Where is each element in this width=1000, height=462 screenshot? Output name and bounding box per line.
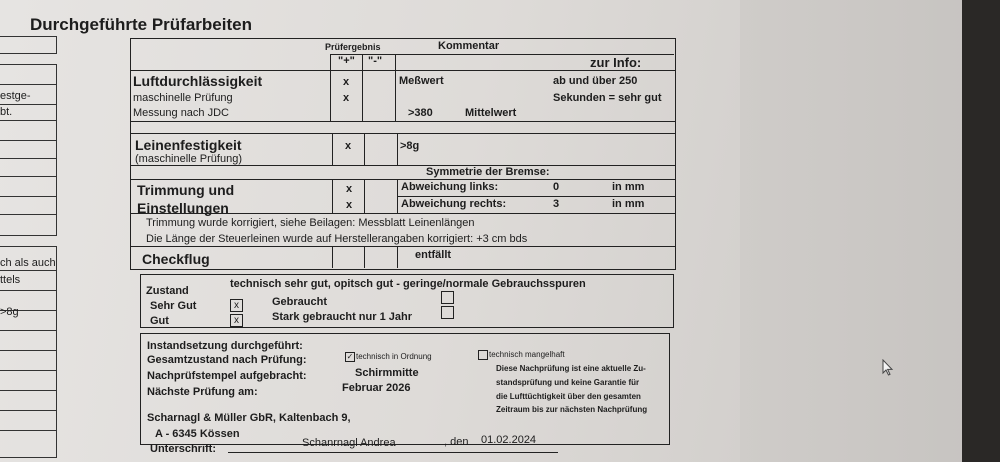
zustand-text: technisch sehr gut, opitsch gut - geringe/normale Gebrauchsspuren — [230, 278, 586, 290]
gut-label: Gut — [150, 315, 169, 327]
table-line — [130, 121, 676, 122]
abweichung-links-label: Abweichung links: — [401, 181, 499, 193]
left-fragment-text: estge- — [0, 90, 31, 102]
disclaimer-line: standsprüfung und keine Garantie für — [496, 378, 640, 387]
luft-value: >380 — [408, 107, 433, 119]
leinen-sub: (maschinelle Prüfung) — [135, 153, 242, 165]
leinen-title: Leinenfestigkeit — [135, 137, 242, 153]
table-line — [332, 179, 333, 213]
trimm-plus-mark: x — [346, 199, 353, 211]
signature-name: Schanrnagl Andrea — [302, 437, 396, 449]
zur-info-header: zur Info: — [590, 55, 642, 70]
stark-gebraucht-label: Stark gebraucht nur 1 Jahr — [272, 311, 412, 323]
gesamtzustand-label: Gesamtzustand nach Prüfung: — [147, 354, 307, 366]
table-line — [130, 133, 676, 134]
gebraucht-label: Gebraucht — [272, 296, 328, 308]
trimm-note2: Die Länge der Steuerleinen wurde auf Herstellerangaben korrigiert: +3 cm bds — [146, 233, 528, 245]
signature-date: 01.02.2024 — [481, 434, 537, 446]
table-line — [364, 179, 365, 213]
plus-header: "+" — [338, 55, 355, 67]
table-line — [397, 246, 398, 268]
left-form-line — [0, 140, 56, 141]
abweichung-rechts-unit: in mm — [612, 198, 645, 210]
left-fragment-text: ttels — [0, 274, 21, 286]
firma-ort: A - 6345 Kössen — [155, 428, 240, 440]
mangelhaft-label: technisch mangelhaft — [489, 350, 565, 359]
unterschrift-label: Unterschrift: — [150, 443, 217, 455]
zustand-label: Zustand — [146, 285, 189, 297]
table-line — [130, 165, 676, 166]
luft-line3: Messung nach JDC — [133, 107, 229, 119]
kommentar-header: Kommentar — [438, 40, 500, 52]
naechste-pruefung-label: Nächste Prüfung am: — [147, 386, 258, 398]
left-form-line — [0, 84, 56, 85]
minus-header: "-" — [368, 55, 383, 67]
pruefergebnis-header: Prüfergebnis — [325, 42, 381, 52]
date-separator: , den — [444, 436, 469, 448]
left-form-line — [0, 390, 56, 391]
luft-info2: Sekunden = sehr gut — [553, 92, 662, 104]
page-title: Durchgeführte Prüfarbeiten — [30, 15, 252, 34]
luft-line2: maschinelle Prüfung — [133, 92, 233, 104]
leinen-value: >8g — [400, 140, 420, 152]
table-line — [332, 246, 333, 268]
table-line — [397, 133, 398, 165]
left-fragment-text: ch als auch — [0, 257, 56, 269]
mouse-cursor-icon — [882, 359, 894, 377]
left-form-line — [0, 104, 56, 105]
sehr-gut-checkbox[interactable]: x — [230, 299, 243, 312]
table-line — [130, 213, 676, 214]
luft-mittelwert: Mittelwert — [465, 107, 517, 119]
firma-address: Scharnagl & Müller GbR, Kaltenbach 9, — [147, 412, 351, 424]
table-line — [330, 54, 331, 122]
left-form-line — [0, 370, 56, 371]
left-form-line — [0, 196, 56, 197]
stark-gebraucht-checkbox[interactable] — [441, 306, 454, 319]
disclaimer-line: Zeitraum bis zur nächsten Nachprüfung — [496, 405, 648, 414]
table-line — [364, 246, 365, 268]
nachpruefstempel-label: Nachprüfstempel aufgebracht: — [147, 370, 307, 382]
mangelhaft-checkbox[interactable] — [478, 350, 488, 360]
ok-checkbox[interactable]: ✓ — [346, 352, 354, 361]
trimm-title2: Einstellungen — [137, 200, 229, 216]
gebraucht-checkbox[interactable] — [441, 291, 454, 304]
stempel-value: Schirmmitte — [355, 367, 419, 379]
ok-label: technisch in Ordnung — [356, 352, 432, 361]
table-line — [130, 246, 676, 247]
table-line — [130, 70, 676, 71]
luft-title: Luftdurchlässigkeit — [133, 73, 263, 89]
luft-plus-mark: x — [343, 92, 350, 104]
left-form-line — [0, 290, 56, 291]
checkflug-value: entfällt — [415, 249, 452, 261]
sehr-gut-label: Sehr Gut — [150, 300, 197, 312]
abweichung-rechts-value: 3 — [553, 198, 560, 210]
left-fragment-text: >8g — [0, 306, 19, 318]
trimm-title1: Trimmung und — [137, 182, 235, 198]
left-form-line — [0, 176, 56, 177]
luft-plus-mark: x — [343, 76, 350, 88]
instandsetzung-label: Instandsetzung durchgeführt: — [147, 340, 303, 352]
naechste-pruefung-value: Februar 2026 — [342, 382, 411, 394]
left-form-line — [0, 350, 56, 351]
left-form-line — [0, 410, 56, 411]
table-line — [362, 54, 363, 122]
leinen-plus-mark: x — [345, 140, 352, 152]
background-area — [740, 0, 975, 462]
luft-info1: ab und über 250 — [553, 75, 638, 87]
abweichung-links-value: 0 — [553, 181, 560, 193]
gut-checkbox[interactable]: x — [230, 314, 243, 327]
left-form-line — [0, 270, 56, 271]
trimm-note1: Trimmung wurde korrigiert, siehe Beilagen: Messblatt Leinenlängen — [146, 217, 475, 229]
symmetrie-label: Symmetrie der Bremse: — [426, 166, 550, 178]
disclaimer-line: Diese Nachprüfung ist eine aktuelle Zu- — [496, 364, 646, 373]
checkflug-label: Checkflug — [142, 251, 210, 267]
left-form-box — [0, 36, 57, 54]
table-line — [397, 196, 676, 197]
table-line — [364, 133, 365, 165]
signature-line — [228, 452, 558, 453]
luft-messwert: Meßwert — [399, 75, 444, 87]
left-form-line — [0, 214, 56, 215]
abweichung-links-unit: in mm — [612, 181, 645, 193]
table-line — [130, 179, 676, 180]
left-fragment-text: bt. — [0, 106, 13, 118]
left-form-line — [0, 158, 56, 159]
left-form-line — [0, 120, 56, 121]
table-line — [332, 133, 333, 165]
left-form-line — [0, 330, 56, 331]
trimm-plus-mark: x — [346, 183, 353, 195]
disclaimer-line: die Lufttüchtigkeit über den gesamten — [496, 392, 641, 401]
table-line — [395, 54, 396, 122]
abweichung-rechts-label: Abweichung rechts: — [401, 198, 507, 210]
left-form-line — [0, 430, 56, 431]
monitor-bezel — [962, 0, 1000, 462]
